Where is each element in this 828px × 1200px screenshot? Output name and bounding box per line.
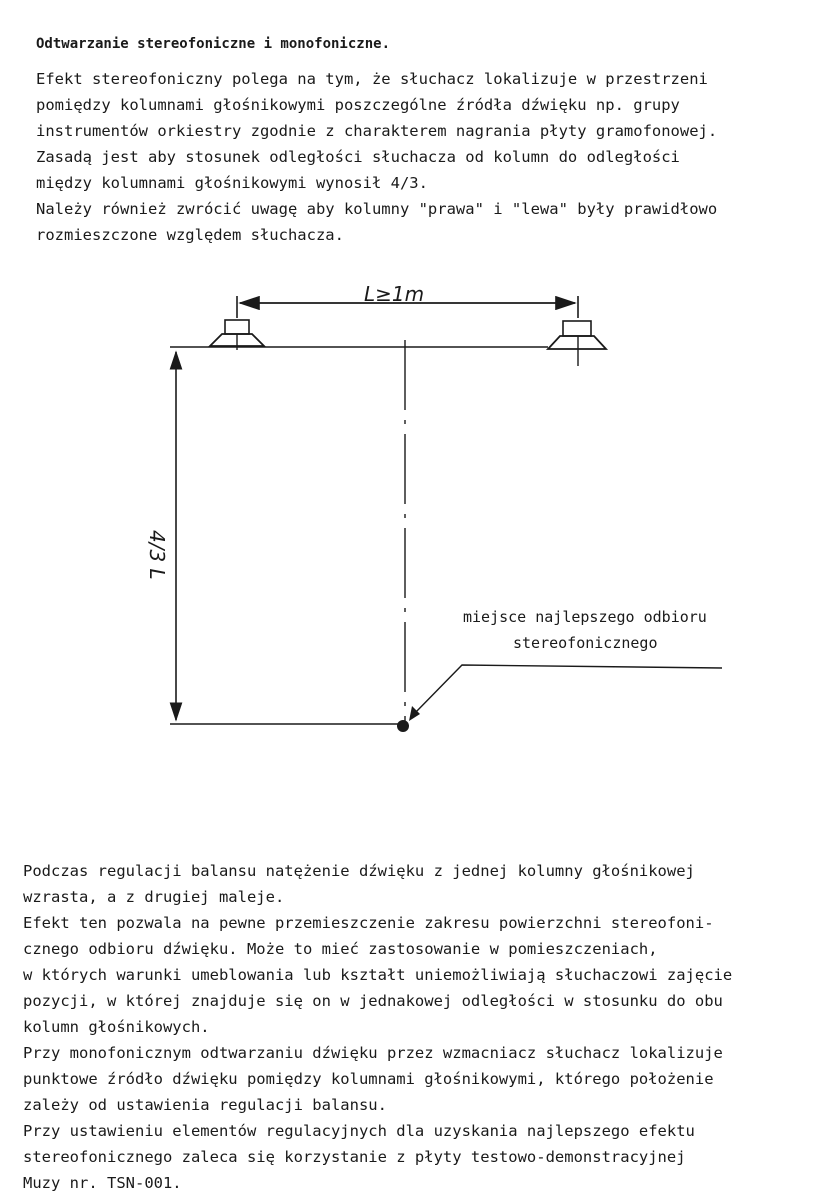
- body-line: Przy monofonicznym odtwarzaniu dźwięku przez wzmacniacz słuchacz lokalizuje: [23, 1044, 723, 1062]
- left-speaker-icon: [210, 320, 264, 350]
- callout-leader: [409, 665, 722, 721]
- body-line: Przy ustawieniu elementów regulacyjnych dla uzyskania najlepszego efektu: [23, 1122, 695, 1140]
- body-line: pozycji, w której znajduje się on w jednakowej odległości w stosunku do obu: [23, 992, 723, 1010]
- body-paragraph: [23, 858, 732, 1196]
- body-line: Podczas regulacji balansu natężenie dźwięku z jednej kolumny głośnikowej: [23, 862, 695, 880]
- distance-dimension: [237, 282, 578, 318]
- intro-line: Zasadą jest aby stosunek odległości słuchacza od kolumn do odległości: [36, 148, 680, 166]
- right-speaker-icon: [548, 321, 606, 366]
- intro-line: instrumentów orkiestry zgodnie z charakterem nagrania płyty gramofonowej.: [36, 122, 718, 140]
- callout-line-2: stereofonicznego: [513, 634, 658, 652]
- intro-line: między kolumnami głośnikowymi wynosił 4/3.: [36, 174, 428, 192]
- body-line: cznego odbioru dźwięku. Może to mieć zastosowanie w pomieszczeniach,: [23, 940, 658, 958]
- body-line: stereofonicznego zaleca się korzystanie z płyty testowo-demonstracyjnej: [23, 1148, 686, 1166]
- body-line: punktowe źródło dźwięku pomiędzy kolumnami głośnikowymi, którego położenie: [23, 1070, 714, 1088]
- distance-label: L≥1m: [364, 282, 425, 306]
- body-line: zależy od ustawienia regulacji balansu.: [23, 1096, 387, 1114]
- intro-line: pomiędzy kolumnami głośnikowymi poszczególne źródła dźwięku np. grupy: [36, 96, 680, 114]
- listener-position-icon: [397, 720, 409, 732]
- depth-dimension: [145, 352, 176, 720]
- body-line: w których warunki umeblowania lub kształt uniemożliwiają słuchaczowi zajęcie: [23, 966, 733, 984]
- intro-line: Należy również zwrócić uwagę aby kolumny "prawa" i "lewa" były prawidłowo: [36, 200, 718, 218]
- depth-label: 4/3 L: [145, 530, 169, 580]
- page-heading: Odtwarzanie stereofoniczne i monofoniczne.: [36, 36, 391, 52]
- body-line: Efekt ten pozwala na pewne przemieszczenie zakresu powierzchni stereofoni-: [23, 914, 714, 932]
- intro-line: rozmieszczone względem słuchacza.: [36, 226, 344, 244]
- callout-line-1: miejsce najlepszego odbioru: [463, 608, 707, 626]
- body-line: Muzy nr. TSN-001.: [23, 1174, 182, 1192]
- body-line: kolumn głośnikowych.: [23, 1018, 210, 1036]
- body-line: wzrasta, a z drugiej maleje.: [23, 888, 285, 906]
- intro-line: Efekt stereofoniczny polega na tym, że słuchacz lokalizuje w przestrzeni: [36, 70, 708, 88]
